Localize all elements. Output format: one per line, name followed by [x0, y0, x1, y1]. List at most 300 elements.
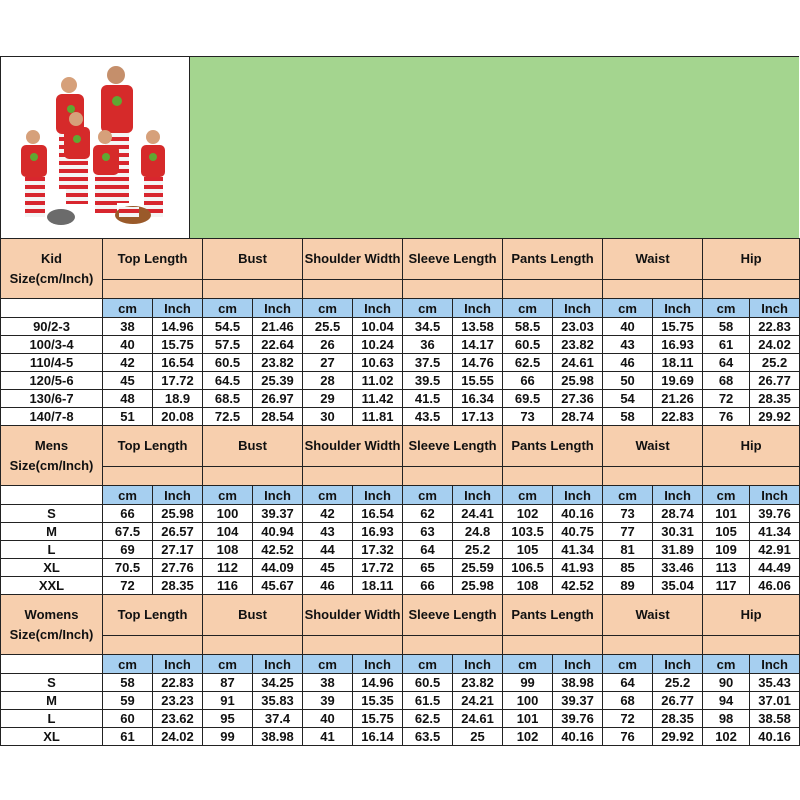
measurement-cell: 87: [203, 674, 253, 692]
unit-row-blank: [1, 486, 103, 505]
measurement-cell: 42.52: [553, 577, 603, 595]
measurement-cell: 17.32: [353, 541, 403, 559]
measurement-cell: 76: [703, 408, 750, 426]
measurement-cell: 112: [203, 559, 253, 577]
measurement-cell: 46: [303, 577, 353, 595]
unit-label: Inch: [750, 655, 800, 674]
measurement-cell: 22.83: [653, 408, 703, 426]
header-spacer-cell: [703, 280, 800, 299]
measurement-cell: 28.74: [553, 408, 603, 426]
measurement-cell: 103.5: [503, 523, 553, 541]
measurement-cell: 66: [503, 372, 553, 390]
measurement-cell: 40.75: [553, 523, 603, 541]
measurement-cell: 16.14: [353, 728, 403, 746]
measurement-cell: 10.04: [353, 318, 403, 336]
measurement-cell: 23.03: [553, 318, 603, 336]
measurement-cell: 64.5: [203, 372, 253, 390]
measurement-cell: 21.46: [253, 318, 303, 336]
measurement-cell: 61.5: [403, 692, 453, 710]
measurement-cell: 43.5: [403, 408, 453, 426]
measurement-cell: 15.75: [653, 318, 703, 336]
measurement-cell: 73: [503, 408, 553, 426]
table-row: [1, 372, 800, 390]
measurement-cell: 66: [103, 505, 153, 523]
measurement-cell: 30: [303, 408, 353, 426]
measurement-cell: 37.01: [750, 692, 800, 710]
measurement-cell: 48: [103, 390, 153, 408]
measurement-cell: 15.75: [353, 710, 403, 728]
column-header: Sleeve Length: [403, 595, 503, 636]
measurement-cell: 42: [103, 354, 153, 372]
measurement-cell: 29.92: [653, 728, 703, 746]
measurement-cell: 54.5: [203, 318, 253, 336]
unit-label: Inch: [750, 299, 800, 318]
header-spacer-cell: [203, 467, 303, 486]
measurement-cell: 68: [703, 372, 750, 390]
measurement-cell: 26: [303, 336, 353, 354]
measurement-cell: 50: [603, 372, 653, 390]
size-label: L: [1, 710, 103, 728]
measurement-cell: 101: [703, 505, 750, 523]
measurement-cell: 14.17: [453, 336, 503, 354]
measurement-cell: 41.34: [750, 523, 800, 541]
measurement-cell: 16.54: [153, 354, 203, 372]
measurement-cell: 67.5: [103, 523, 153, 541]
size-chart: [0, 56, 799, 746]
unit-label: Inch: [553, 486, 603, 505]
measurement-cell: 58: [103, 674, 153, 692]
measurement-cell: 58: [603, 408, 653, 426]
measurement-cell: 13.58: [453, 318, 503, 336]
header-spacer-row: [1, 636, 800, 655]
measurement-cell: 40.16: [553, 728, 603, 746]
header-spacer-cell: [503, 467, 603, 486]
table-row: [1, 336, 800, 354]
measurement-cell: 100: [503, 692, 553, 710]
measurement-cell: 24.61: [553, 354, 603, 372]
measurement-cell: 40.94: [253, 523, 303, 541]
header-spacer-cell: [403, 467, 503, 486]
unit-label: cm: [303, 299, 353, 318]
column-header: Shoulder Width: [303, 426, 403, 467]
unit-label: cm: [203, 486, 253, 505]
unit-label: cm: [303, 486, 353, 505]
header-spacer-cell: [403, 636, 503, 655]
measurement-cell: 25.98: [153, 505, 203, 523]
measurement-cell: 104: [203, 523, 253, 541]
measurement-cell: 106.5: [503, 559, 553, 577]
column-header: Pants Length: [503, 426, 603, 467]
column-header: Bust: [203, 595, 303, 636]
measurement-cell: 22.83: [153, 674, 203, 692]
measurement-cell: 57.5: [203, 336, 253, 354]
table-row: [1, 523, 800, 541]
measurement-cell: 113: [703, 559, 750, 577]
header-spacer-cell: [303, 467, 403, 486]
measurement-cell: 16.54: [353, 505, 403, 523]
measurement-cell: 63.5: [403, 728, 453, 746]
size-label: 120/5-6: [1, 372, 103, 390]
measurement-cell: 27.76: [153, 559, 203, 577]
measurement-cell: 24.8: [453, 523, 503, 541]
measurement-cell: 109: [703, 541, 750, 559]
measurement-cell: 29.92: [750, 408, 800, 426]
measurement-cell: 35.83: [253, 692, 303, 710]
measurement-cell: 25: [453, 728, 503, 746]
unit-label: cm: [503, 299, 553, 318]
section-header-row: [1, 426, 800, 467]
measurement-cell: 37.5: [403, 354, 453, 372]
unit-label: cm: [403, 655, 453, 674]
section-header-row: [1, 239, 800, 280]
unit-label: cm: [103, 299, 153, 318]
measurement-cell: 40: [103, 336, 153, 354]
unit-label: Inch: [153, 655, 203, 674]
unit-label: cm: [103, 486, 153, 505]
measurement-cell: 64: [403, 541, 453, 559]
measurement-cell: 44.49: [750, 559, 800, 577]
unit-label: Inch: [553, 655, 603, 674]
measurement-cell: 24.41: [453, 505, 503, 523]
measurement-cell: 23.23: [153, 692, 203, 710]
measurement-cell: 18.11: [653, 354, 703, 372]
measurement-cell: 95: [203, 710, 253, 728]
measurement-cell: 25.98: [553, 372, 603, 390]
header-spacer-cell: [203, 280, 303, 299]
measurement-cell: 10.63: [353, 354, 403, 372]
column-header: Top Length: [103, 426, 203, 467]
measurement-cell: 39.76: [553, 710, 603, 728]
measurement-cell: 100: [203, 505, 253, 523]
measurement-cell: 39: [303, 692, 353, 710]
unit-label: Inch: [353, 655, 403, 674]
header-spacer-cell: [103, 636, 203, 655]
family-pajamas-photo: [1, 57, 190, 238]
measurement-cell: 54: [603, 390, 653, 408]
measurement-cell: 68: [603, 692, 653, 710]
measurement-cell: 98: [703, 710, 750, 728]
measurement-cell: 17.13: [453, 408, 503, 426]
header-spacer-cell: [103, 280, 203, 299]
unit-label: Inch: [453, 299, 503, 318]
measurement-cell: 45.67: [253, 577, 303, 595]
measurement-cell: 61: [103, 728, 153, 746]
measurement-cell: 62: [403, 505, 453, 523]
table-row: [1, 390, 800, 408]
measurement-cell: 24.02: [750, 336, 800, 354]
measurement-cell: 26.77: [653, 692, 703, 710]
measurement-cell: 41.93: [553, 559, 603, 577]
column-header: Hip: [703, 595, 800, 636]
measurement-cell: 15.75: [153, 336, 203, 354]
measurement-cell: 59: [103, 692, 153, 710]
measurement-cell: 101: [503, 710, 553, 728]
unit-label: cm: [503, 655, 553, 674]
header-spacer-cell: [103, 467, 203, 486]
measurement-cell: 20.08: [153, 408, 203, 426]
unit-label: Inch: [253, 486, 303, 505]
measurement-cell: 25.2: [750, 354, 800, 372]
column-header: Pants Length: [503, 595, 603, 636]
measurement-cell: 43: [603, 336, 653, 354]
measurement-cell: 28: [303, 372, 353, 390]
measurement-cell: 66: [403, 577, 453, 595]
measurement-cell: 26.57: [153, 523, 203, 541]
column-header: Hip: [703, 426, 800, 467]
green-banner: [190, 57, 799, 238]
measurement-cell: 102: [503, 505, 553, 523]
column-header: Sleeve Length: [403, 239, 503, 280]
measurement-cell: 99: [503, 674, 553, 692]
measurement-cell: 25.2: [653, 674, 703, 692]
measurement-cell: 61: [703, 336, 750, 354]
table-row: [1, 577, 800, 595]
table-row: [1, 541, 800, 559]
size-label: L: [1, 541, 103, 559]
table-row: [1, 505, 800, 523]
measurement-cell: 28.54: [253, 408, 303, 426]
measurement-cell: 43: [303, 523, 353, 541]
measurement-cell: 94: [703, 692, 750, 710]
measurement-cell: 11.42: [353, 390, 403, 408]
unit-row: [1, 486, 800, 505]
measurement-cell: 25.2: [453, 541, 503, 559]
size-label: M: [1, 523, 103, 541]
measurement-cell: 17.72: [353, 559, 403, 577]
header-spacer-cell: [203, 636, 303, 655]
measurement-cell: 28.74: [653, 505, 703, 523]
table-row: [1, 354, 800, 372]
measurement-cell: 62.5: [503, 354, 553, 372]
measurement-cell: 40: [303, 710, 353, 728]
column-header: Sleeve Length: [403, 426, 503, 467]
column-header: Waist: [603, 595, 703, 636]
measurement-cell: 72: [603, 710, 653, 728]
measurement-cell: 35.04: [653, 577, 703, 595]
unit-label: cm: [703, 655, 750, 674]
section-subtitle: Size(cm/Inch): [9, 457, 94, 473]
measurement-cell: 105: [703, 523, 750, 541]
measurement-cell: 73: [603, 505, 653, 523]
measurement-cell: 51: [103, 408, 153, 426]
measurement-cell: 27: [303, 354, 353, 372]
measurement-cell: 25.39: [253, 372, 303, 390]
measurement-cell: 41.34: [553, 541, 603, 559]
measurement-cell: 65: [403, 559, 453, 577]
measurement-cell: 22.64: [253, 336, 303, 354]
measurement-cell: 108: [503, 577, 553, 595]
measurement-cell: 117: [703, 577, 750, 595]
measurement-cell: 60.5: [403, 674, 453, 692]
unit-label: Inch: [750, 486, 800, 505]
unit-row: [1, 299, 800, 318]
header-spacer-cell: [703, 636, 800, 655]
measurement-cell: 29: [303, 390, 353, 408]
measurement-cell: 28.35: [153, 577, 203, 595]
size-column-header: [1, 595, 103, 655]
measurement-cell: 41.5: [403, 390, 453, 408]
measurement-cell: 45: [103, 372, 153, 390]
measurement-cell: 27.17: [153, 541, 203, 559]
unit-label: cm: [203, 655, 253, 674]
column-header: Waist: [603, 239, 703, 280]
section-subtitle: Size(cm/Inch): [9, 270, 94, 286]
unit-label: Inch: [553, 299, 603, 318]
measurement-cell: 11.81: [353, 408, 403, 426]
header-spacer-cell: [703, 467, 800, 486]
column-header: Shoulder Width: [303, 595, 403, 636]
measurement-cell: 72: [103, 577, 153, 595]
measurement-cell: 76: [603, 728, 653, 746]
measurement-cell: 60.5: [203, 354, 253, 372]
measurement-cell: 116: [203, 577, 253, 595]
measurement-cell: 25.59: [453, 559, 503, 577]
measurement-cell: 27.36: [553, 390, 603, 408]
measurement-cell: 68.5: [203, 390, 253, 408]
header-spacer-cell: [503, 280, 603, 299]
section-title: Mens: [34, 437, 69, 453]
unit-label: cm: [703, 486, 750, 505]
measurement-cell: 91: [203, 692, 253, 710]
measurement-cell: 34.5: [403, 318, 453, 336]
measurement-cell: 44: [303, 541, 353, 559]
measurement-cell: 38: [103, 318, 153, 336]
measurement-cell: 26.77: [750, 372, 800, 390]
unit-label: Inch: [453, 486, 503, 505]
measurement-cell: 30.31: [653, 523, 703, 541]
measurement-cell: 25.98: [453, 577, 503, 595]
size-label: M: [1, 692, 103, 710]
unit-label: Inch: [353, 299, 403, 318]
header-spacer-cell: [403, 280, 503, 299]
measurement-cell: 62.5: [403, 710, 453, 728]
section-title: Kid: [41, 250, 62, 266]
unit-label: Inch: [253, 655, 303, 674]
measurement-cell: 105: [503, 541, 553, 559]
measurement-cell: 18.11: [353, 577, 403, 595]
column-header: Hip: [703, 239, 800, 280]
section-header-row: [1, 595, 800, 636]
measurement-cell: 38: [303, 674, 353, 692]
measurement-cell: 26.97: [253, 390, 303, 408]
column-header: Shoulder Width: [303, 239, 403, 280]
size-label: XL: [1, 559, 103, 577]
measurement-cell: 23.82: [553, 336, 603, 354]
table-row: [1, 728, 800, 746]
measurement-cell: 17.72: [153, 372, 203, 390]
measurement-cell: 35.43: [750, 674, 800, 692]
measurement-cell: 58: [703, 318, 750, 336]
unit-label: cm: [603, 655, 653, 674]
unit-label: Inch: [153, 299, 203, 318]
measurement-cell: 45: [303, 559, 353, 577]
measurement-cell: 39.5: [403, 372, 453, 390]
measurement-cell: 69.5: [503, 390, 553, 408]
size-label: XL: [1, 728, 103, 746]
measurement-cell: 40.16: [553, 505, 603, 523]
header-spacer-cell: [503, 636, 603, 655]
unit-label: Inch: [653, 299, 703, 318]
measurement-cell: 33.46: [653, 559, 703, 577]
measurement-cell: 39.76: [750, 505, 800, 523]
unit-label: Inch: [253, 299, 303, 318]
size-label: 110/4-5: [1, 354, 103, 372]
measurement-cell: 46: [603, 354, 653, 372]
measurement-cell: 34.25: [253, 674, 303, 692]
table-row: [1, 318, 800, 336]
measurement-cell: 16.93: [353, 523, 403, 541]
size-label: S: [1, 505, 103, 523]
measurement-cell: 102: [703, 728, 750, 746]
header-spacer-row: [1, 280, 800, 299]
table-row: [1, 692, 800, 710]
measurement-cell: 69: [103, 541, 153, 559]
measurement-cell: 40: [603, 318, 653, 336]
size-column-header: [1, 239, 103, 299]
header-spacer-cell: [603, 280, 703, 299]
measurement-cell: 60.5: [503, 336, 553, 354]
measurement-cell: 23.82: [453, 674, 503, 692]
measurement-cell: 37.4: [253, 710, 303, 728]
measurement-cell: 39.37: [553, 692, 603, 710]
section-title: Womens: [24, 606, 79, 622]
measurement-cell: 15.55: [453, 372, 503, 390]
top-banner: [0, 56, 799, 238]
header-spacer-row: [1, 467, 800, 486]
measurement-cell: 24.21: [453, 692, 503, 710]
measurement-cell: 25.5: [303, 318, 353, 336]
column-header: Top Length: [103, 239, 203, 280]
measurement-cell: 58.5: [503, 318, 553, 336]
measurement-cell: 28.35: [750, 390, 800, 408]
column-header: Top Length: [103, 595, 203, 636]
header-spacer-cell: [303, 280, 403, 299]
measurement-cell: 72: [703, 390, 750, 408]
measurement-cell: 14.96: [353, 674, 403, 692]
table-row: [1, 408, 800, 426]
measurement-cell: 23.62: [153, 710, 203, 728]
size-column-header: [1, 426, 103, 486]
measurement-cell: 15.35: [353, 692, 403, 710]
measurement-cell: 28.35: [653, 710, 703, 728]
measurement-cell: 46.06: [750, 577, 800, 595]
family-photo-illustration: [1, 57, 189, 238]
measurement-cell: 44.09: [253, 559, 303, 577]
measurement-cell: 24.02: [153, 728, 203, 746]
measurement-cell: 81: [603, 541, 653, 559]
unit-label: cm: [503, 486, 553, 505]
table-row: [1, 674, 800, 692]
measurement-cell: 24.61: [453, 710, 503, 728]
unit-label: cm: [403, 299, 453, 318]
unit-row-blank: [1, 655, 103, 674]
size-table: [0, 238, 800, 746]
measurement-cell: 63: [403, 523, 453, 541]
table-row: [1, 710, 800, 728]
unit-label: cm: [603, 299, 653, 318]
measurement-cell: 14.76: [453, 354, 503, 372]
unit-label: cm: [303, 655, 353, 674]
measurement-cell: 14.96: [153, 318, 203, 336]
unit-label: Inch: [353, 486, 403, 505]
measurement-cell: 38.98: [253, 728, 303, 746]
measurement-cell: 31.89: [653, 541, 703, 559]
unit-label: Inch: [153, 486, 203, 505]
column-header: Bust: [203, 426, 303, 467]
measurement-cell: 64: [703, 354, 750, 372]
measurement-cell: 99: [203, 728, 253, 746]
size-label: 130/6-7: [1, 390, 103, 408]
